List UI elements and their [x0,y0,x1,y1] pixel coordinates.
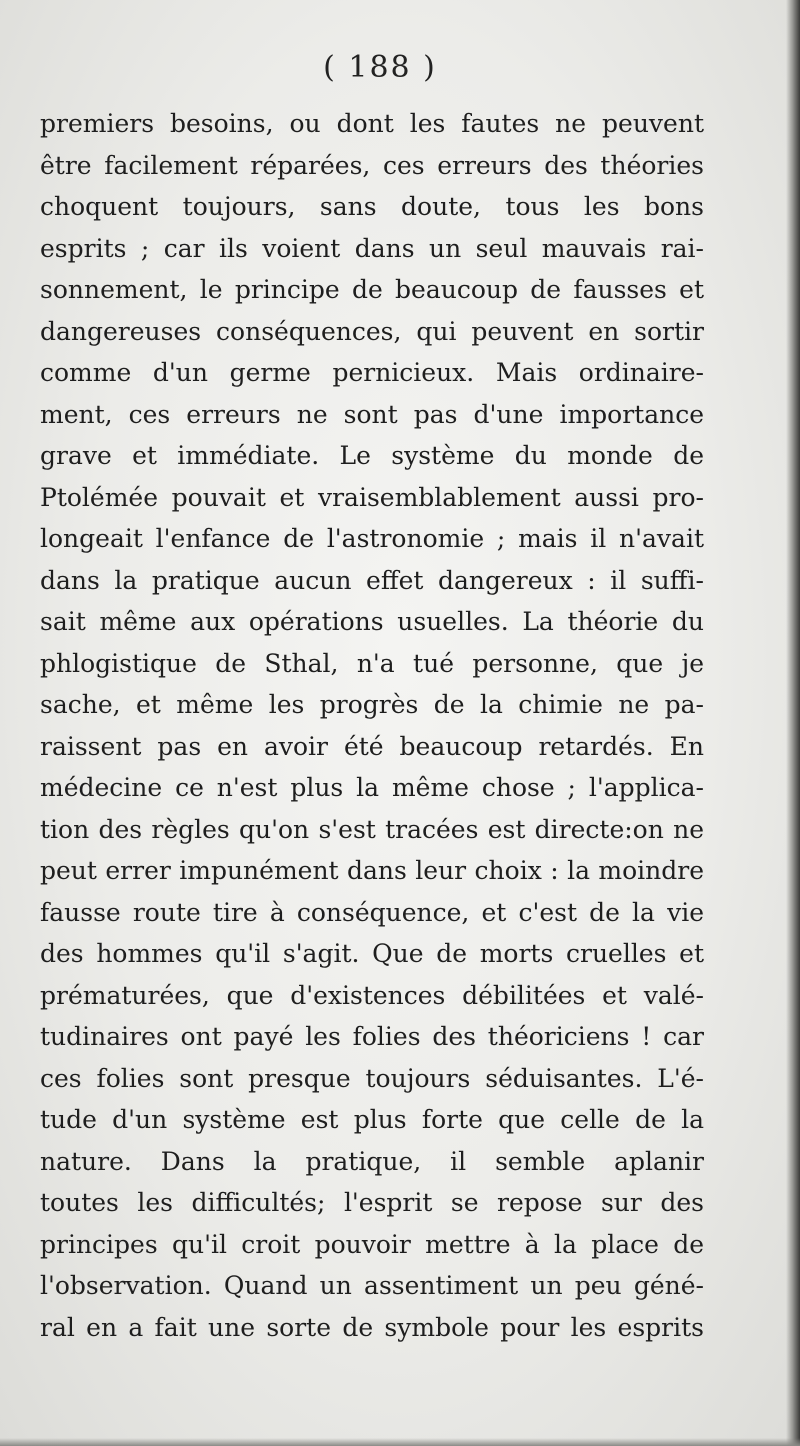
text-line: tudinaires ont payé les folies des théoriciens ! car [40,1022,704,1051]
text-line: ral en a fait une sorte de symbole pour les esprits [40,1312,704,1342]
text-line: grave et immédiate. Le système du monde de [40,441,704,470]
text-line: phlogistique de Sthal, n'a tué personne, que je [40,648,704,678]
text-line: prématurées, que d'existences débilitées et valé- [40,980,704,1010]
text-line: être facilement réparées, ces erreurs des théories [40,150,704,180]
text-line: tion des règles qu'on s'est tracées est directe:on ne [40,814,704,844]
text-line: Ptolémée pouvait et vraisemblablement aussi pro- [40,482,704,512]
page-edge-shadow [786,0,800,1446]
text-line: raissent pas en avoir été beaucoup retardés. En [40,731,704,761]
text-line: principes qu'il croit pouvoir mettre à la place de [40,1229,704,1259]
text-line: ces folies sont presque toujours séduisantes. L'é- [40,1063,704,1093]
text-line: sache, et même les progrès de la chimie ne pa- [40,690,704,719]
text-line: longeait l'enfance de l'astronomie ; mais il n'avait [40,524,704,553]
text-line: l'observation. Quand un assentiment un peu géné- [40,1271,704,1300]
text-line: fausse route tire à conséquence, et c'est de la vie [40,897,704,927]
text-line: nature. Dans la pratique, il semble aplanir [40,1146,704,1176]
text-line: sait même aux opérations usuelles. La théorie du [40,607,704,636]
text-line: esprits ; car ils voient dans un seul mauvais rai- [40,233,704,263]
text-line: dangereuses conséquences, qui peuvent en sortir [40,316,704,346]
text-line: comme d'un germe pernicieux. Mais ordinaire- [40,358,704,387]
text-line: sonnement, le principe de beaucoup de fausses et [40,275,704,304]
text-line: choquent toujours, sans doute, tous les bons [40,192,704,221]
text-line: premiers besoins, ou dont les fautes ne peuvent [40,109,704,138]
page-number: ( 188 ) [323,50,437,85]
body-text [40,103,704,1348]
text-line: toutes les difficultés; l'esprit se repose sur des [40,1188,704,1217]
text-line: tude d'un système est plus forte que celle de la [40,1105,704,1134]
text-line: ment, ces erreurs ne sont pas d'une importance [40,399,704,429]
text-line: peut errer impunément dans leur choix : la moindre [40,856,704,885]
text-line: des hommes qu'il s'agit. Que de morts cruelles et [40,939,704,968]
text-line: dans la pratique aucun effet dangereux : il suffi- [40,565,704,595]
page-bottom-shadow [0,1438,800,1446]
text-line: médecine ce n'est plus la même chose ; l'applica- [40,773,704,802]
